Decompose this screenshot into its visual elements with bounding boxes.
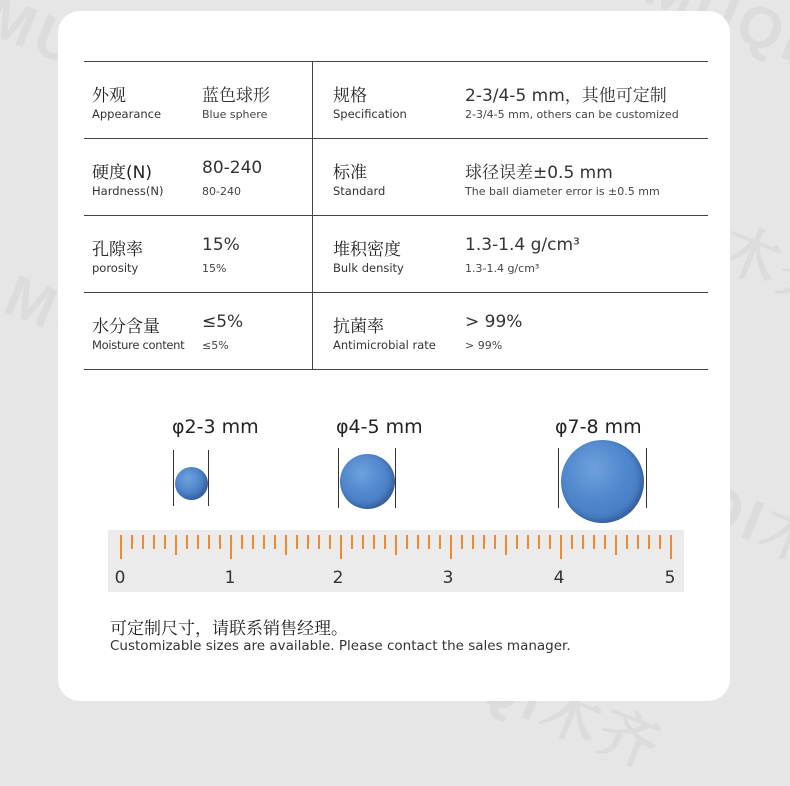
ruler-tick (153, 535, 155, 549)
ruler-tick (120, 535, 122, 559)
ruler-tick (285, 535, 287, 555)
ruler-tick (516, 535, 518, 549)
spec-label-zh: 规格 (333, 86, 367, 106)
ball-medium (340, 454, 395, 509)
customization-note-en: Customizable sizes are available. Please contact the sales manager. (110, 638, 571, 654)
ruler-tick (208, 535, 210, 549)
ruler-tick (417, 535, 419, 549)
ruler-tick (472, 535, 474, 549)
spec-label-zh: 外观 (92, 86, 126, 106)
ruler-tick (263, 535, 265, 549)
ruler-tick (197, 535, 199, 549)
spec-label-en: porosity (92, 261, 139, 275)
ruler-tick (494, 535, 496, 549)
spec-label-zh: 标准 (333, 163, 367, 183)
ruler-tick (670, 535, 672, 559)
spec-value-zh: 蓝色球形 (202, 86, 270, 106)
spec-value-zh: 15% (202, 235, 240, 255)
spec-label-zh: 水分含量 (92, 317, 160, 337)
ruler-tick (351, 535, 353, 549)
size-bracket (338, 448, 339, 508)
ruler (108, 530, 684, 592)
size-bracket (208, 450, 209, 506)
ruler-tick (461, 535, 463, 549)
spec-label-en: Bulk density (333, 261, 404, 275)
ruler-tick (626, 535, 628, 549)
size-label-medium: φ4-5 mm (336, 416, 423, 438)
ruler-tick (406, 535, 408, 549)
size-bracket (646, 448, 647, 508)
size-label-large: φ7-8 mm (555, 416, 642, 438)
ruler-tick (318, 535, 320, 549)
spec-value-zh: ≤5% (202, 312, 244, 332)
ruler-tick (582, 535, 584, 549)
spec-value-en: ≤5% (202, 339, 229, 352)
spec-value-en: 2-3/4-5 mm, others can be customized (465, 108, 679, 121)
ruler-tick (527, 535, 529, 549)
ruler-tick (219, 535, 221, 549)
ruler-number: 2 (332, 568, 344, 588)
ruler-tick (307, 535, 309, 549)
customization-note-zh: 可定制尺寸，请联系销售经理。 (110, 619, 348, 639)
spec-value-en: 1.3-1.4 g/cm³ (465, 262, 540, 275)
ruler-tick (604, 535, 606, 549)
ruler-tick (142, 535, 144, 549)
ruler-tick (483, 535, 485, 549)
spec-value-en: 80-240 (202, 185, 241, 198)
spec-value-zh: 球径误差±0.5 mm (465, 163, 613, 183)
ruler-tick (648, 535, 650, 549)
ruler-tick (615, 535, 617, 555)
size-label-small: φ2-3 mm (172, 416, 259, 438)
spec-label-en: Standard (333, 184, 386, 198)
ruler-tick (274, 535, 276, 549)
ruler-tick (175, 535, 177, 555)
ruler-tick (241, 535, 243, 549)
spec-value-zh: 1.3-1.4 g/cm³ (465, 235, 580, 255)
table-row (84, 139, 708, 216)
table-row (84, 293, 708, 370)
spec-value-zh: 2-3/4-5 mm，其他可定制 (465, 86, 667, 106)
table-row (84, 62, 708, 139)
ruler-tick (252, 535, 254, 549)
spec-value-en: > 99% (465, 339, 503, 352)
ruler-tick (362, 535, 364, 549)
ruler-tick (230, 535, 232, 559)
ruler-tick (329, 535, 331, 549)
spec-label-zh: 堆积密度 (333, 240, 401, 260)
size-bracket (173, 450, 174, 506)
ruler-tick (593, 535, 595, 549)
spec-value-en: The ball diameter error is ±0.5 mm (465, 185, 660, 198)
ruler-tick (571, 535, 573, 549)
ruler-tick (659, 535, 661, 549)
ruler-tick (164, 535, 166, 549)
ruler-tick (450, 535, 452, 559)
ball-small (175, 467, 208, 500)
spec-value-zh: > 99% (465, 312, 523, 332)
ruler-tick (384, 535, 386, 549)
ruler-tick (549, 535, 551, 549)
table-row (84, 216, 708, 293)
ruler-tick (505, 535, 507, 555)
ruler-tick (637, 535, 639, 549)
spec-label-en: Appearance (92, 107, 162, 121)
spec-value-zh: 80-240 (202, 158, 263, 178)
spec-label-en: Hardness(N) (92, 184, 164, 198)
size-bracket (558, 448, 559, 508)
spec-label-zh: 抗菌率 (333, 317, 384, 337)
ruler-number: 1 (224, 568, 236, 588)
ruler-number: 4 (553, 568, 565, 588)
spec-label-en: Specification (333, 107, 407, 121)
ruler-tick (131, 535, 133, 549)
ball-large (561, 440, 644, 523)
spec-label-en: Antimicrobial rate (333, 338, 436, 352)
spec-label-en: Moisture content (92, 338, 185, 352)
ruler-number: 0 (114, 568, 126, 588)
ruler-tick (538, 535, 540, 549)
spec-label-zh: 孔隙率 (92, 240, 143, 260)
spec-table (84, 61, 708, 370)
ruler-tick (373, 535, 375, 549)
ruler-number: 3 (442, 568, 454, 588)
spec-value-en: Blue sphere (202, 108, 268, 121)
ruler-tick (560, 535, 562, 559)
spec-value-en: 15% (202, 262, 227, 275)
ruler-number: 5 (664, 568, 676, 588)
size-bracket (395, 448, 396, 508)
ruler-tick (186, 535, 188, 549)
ruler-tick (296, 535, 298, 549)
ruler-tick (340, 535, 342, 559)
ruler-tick (428, 535, 430, 549)
spec-label-zh: 硬度(N) (92, 163, 152, 183)
ruler-tick (439, 535, 441, 549)
ruler-tick (395, 535, 397, 555)
